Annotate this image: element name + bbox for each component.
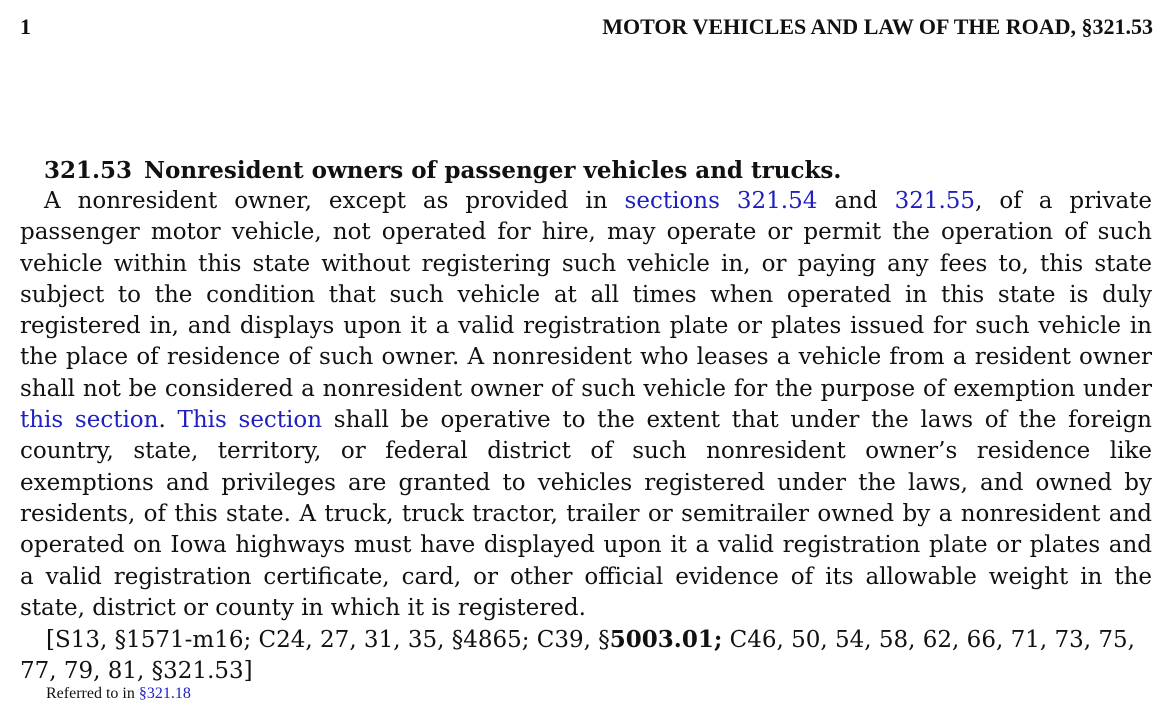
body-text-part-1: A nonresident owner, except as provided in bbox=[44, 188, 625, 214]
body-text-part-5: shall be operative to the extent that under the laws of the foreign country, state, territory, or federal district of such nonresident owner’s residence like exemptions and privileges are granted to vehicles registered under the laws, and owned by residents, of this state. A truck, truck tractor, trailer or semitrailer owned by a nonresident and operated on Iowa highways must have displayed upon it a valid registration plate or plates and a valid registration certificate, card, or other official evidence of its allowable weight in the state, district or county in which it is registered. bbox=[20, 407, 1152, 621]
body-text-part-2: and bbox=[817, 188, 895, 214]
link-sections-321-54[interactable]: sections 321.54 bbox=[624, 188, 818, 214]
section-number: 321.53 bbox=[44, 157, 133, 184]
referred-label: Referred to in bbox=[46, 685, 139, 702]
running-head: MOTOR VEHICLES AND LAW OF THE ROAD, §321.53 bbox=[602, 14, 1153, 39]
section-title: Nonresident owners of passenger vehicles and trucks. bbox=[144, 157, 842, 184]
history-bold: 5003.01; bbox=[609, 626, 723, 653]
body-text-part-4: . bbox=[158, 407, 178, 434]
page-number: 1 bbox=[20, 14, 31, 39]
link-321-18[interactable]: §321.18 bbox=[138, 685, 191, 702]
history-part-2: C46, 50, 54, 58, 62, 66, 71, 73, 75, 77, 79, 81, §321.53] bbox=[20, 627, 1135, 685]
link-321-55[interactable]: 321.55 bbox=[894, 188, 976, 214]
history-part-1: [S13, §1571-m16; C24, 27, 31, 35, §4865; C39, § bbox=[46, 627, 610, 653]
body-text-part-3: , of a private passenger motor vehicle, not operated for hire, may operate or permit the operation of such vehicle within this state without registering such vehicle in, or paying any fees to, this state subject to the condition that such vehicle at all times when operated in this state is duly registered in, and displays upon it a valid registration plate or plates issued for such vehicle in the place of residence of such owner. A nonresident who leases a vehicle from a resident owner shall not be considered a nonresident owner of such vehicle for the purpose of exemption under bbox=[20, 188, 1153, 402]
link-this-section-2[interactable]: This section bbox=[177, 407, 323, 434]
link-this-section[interactable]: this section bbox=[20, 407, 159, 434]
referred-to-note bbox=[46, 685, 191, 703]
history-citation bbox=[20, 624, 1152, 688]
section-body-text bbox=[20, 186, 1152, 624]
section-heading bbox=[44, 157, 841, 184]
